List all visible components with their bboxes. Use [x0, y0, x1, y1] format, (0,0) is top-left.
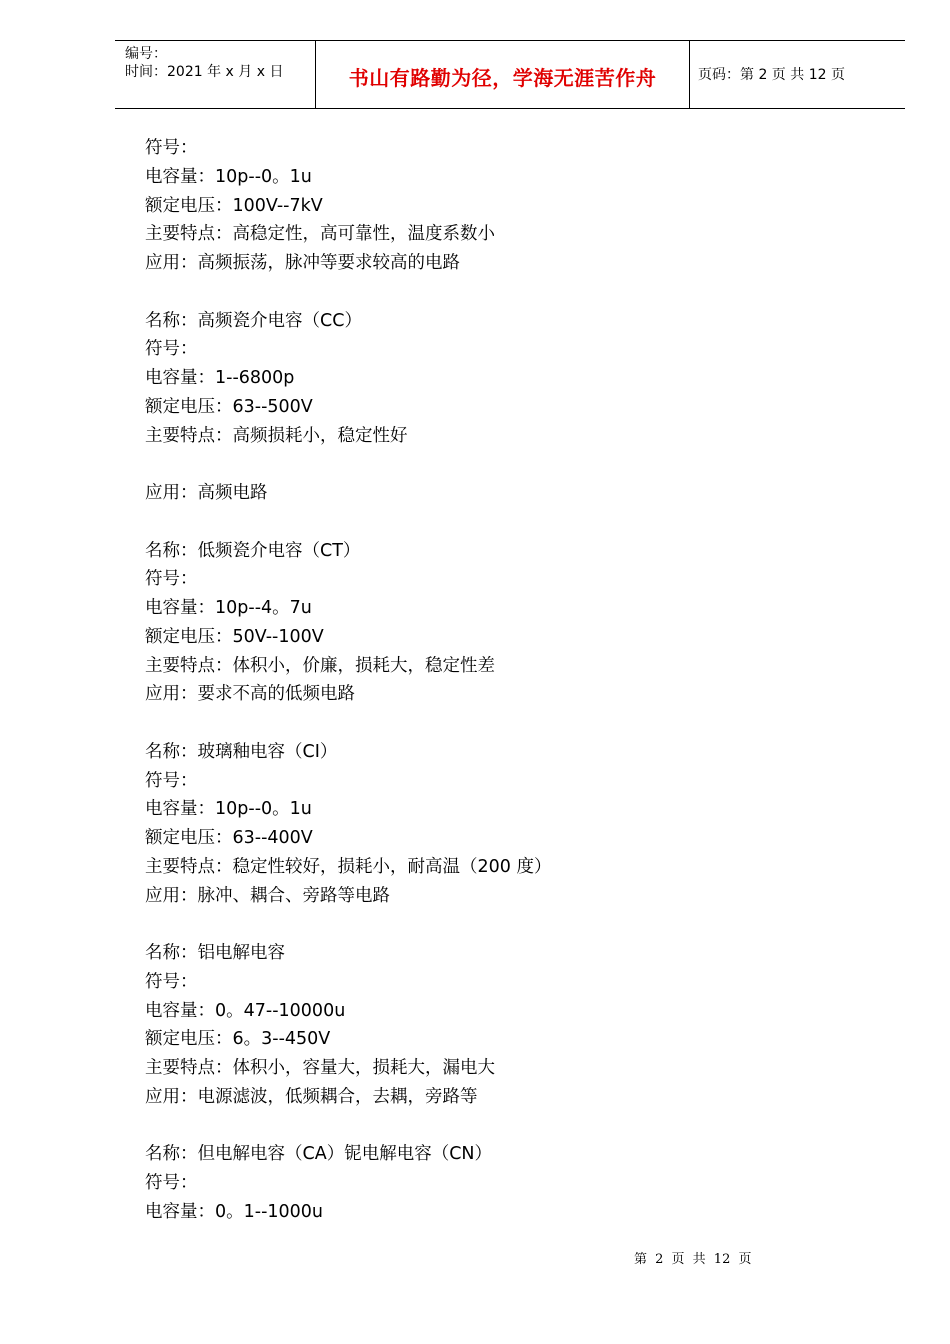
blank-line — [145, 1112, 551, 1141]
header-page-cell — [690, 41, 905, 108]
document-time-label: 时间：2021 年 x 月 x 日 — [125, 64, 284, 80]
document-number-label: 编号： — [125, 46, 167, 62]
text-line: 应用：要求不高的低频电路 — [145, 684, 355, 705]
page-footer: 第 2 页 共 12 页 — [634, 1252, 752, 1267]
text-line: 名称：铝电解电容 — [145, 943, 285, 963]
text-line: 额定电压：63--400V — [145, 828, 313, 848]
text-line: 应用：高频电路 — [145, 483, 268, 503]
header-motto: 书山有路勤为径，学海无涯苦作舟 — [348, 66, 657, 90]
header-meta-cell — [115, 41, 316, 108]
text-line: 应用：高频振荡，脉冲等要求较高的电路 — [145, 253, 460, 273]
text-line: 符号： — [145, 569, 198, 590]
blank-line — [145, 508, 551, 537]
text-line: 主要特点：体积小，容量大，损耗大，漏电大 — [145, 1058, 495, 1078]
text-line: 主要特点：稳定性较好，损耗小，耐高温（200 度） — [145, 856, 552, 877]
text-line: 主要特点：体积小，价廉，损耗大，稳定性差 — [145, 655, 495, 676]
blank-line — [145, 278, 551, 307]
text-line: 名称：但电解电容（CA）铌电解电容（CN） — [145, 1144, 492, 1165]
text-line: 名称：低频瓷介电容（CT） — [145, 540, 361, 561]
text-line: 符号： — [145, 770, 198, 791]
text-line: 额定电压：50V--100V — [145, 626, 324, 647]
text-line: 主要特点：高频损耗小，稳定性好 — [145, 425, 408, 446]
text-line: 名称：高频瓷介电容（CC） — [145, 310, 362, 331]
text-line: 符号： — [145, 339, 198, 360]
blank-line — [145, 450, 551, 479]
page-header — [115, 40, 905, 109]
text-line: 电容量：10p--4。7u — [145, 598, 312, 618]
text-line: 应用：脉冲、耦合、旁路等电路 — [145, 885, 390, 906]
text-line: 额定电压：6。3--450V — [145, 1029, 331, 1050]
text-line: 电容量：1--6800p — [145, 368, 295, 388]
text-line: 电容量：0。47--10000u — [145, 1000, 346, 1021]
blank-line — [145, 709, 551, 738]
text-line: 应用：电源滤波，低频耦合，去耦，旁路等 — [145, 1086, 478, 1107]
text-line: 电容量：0。1--1000u — [145, 1201, 324, 1222]
text-line: 符号： — [145, 971, 198, 992]
text-line: 主要特点：高稳定性，高可靠性，温度系数小 — [145, 224, 495, 245]
text-line: 名称：玻璃釉电容（CI） — [145, 741, 338, 762]
text-line: 电容量：10p--0。1u — [145, 166, 312, 187]
text-line: 符号： — [145, 138, 198, 158]
text-line: 符号： — [145, 1173, 198, 1193]
text-line: 额定电压：100V--7kV — [145, 195, 323, 216]
text-line: 额定电压：63--500V — [145, 396, 313, 417]
text-line: 电容量：10p--0。1u — [145, 799, 312, 820]
blank-line — [145, 910, 551, 939]
header-motto-cell — [316, 41, 690, 108]
header-page-info: 页码：第 2 页 共 12 页 — [698, 67, 845, 83]
document-body — [145, 134, 551, 1227]
